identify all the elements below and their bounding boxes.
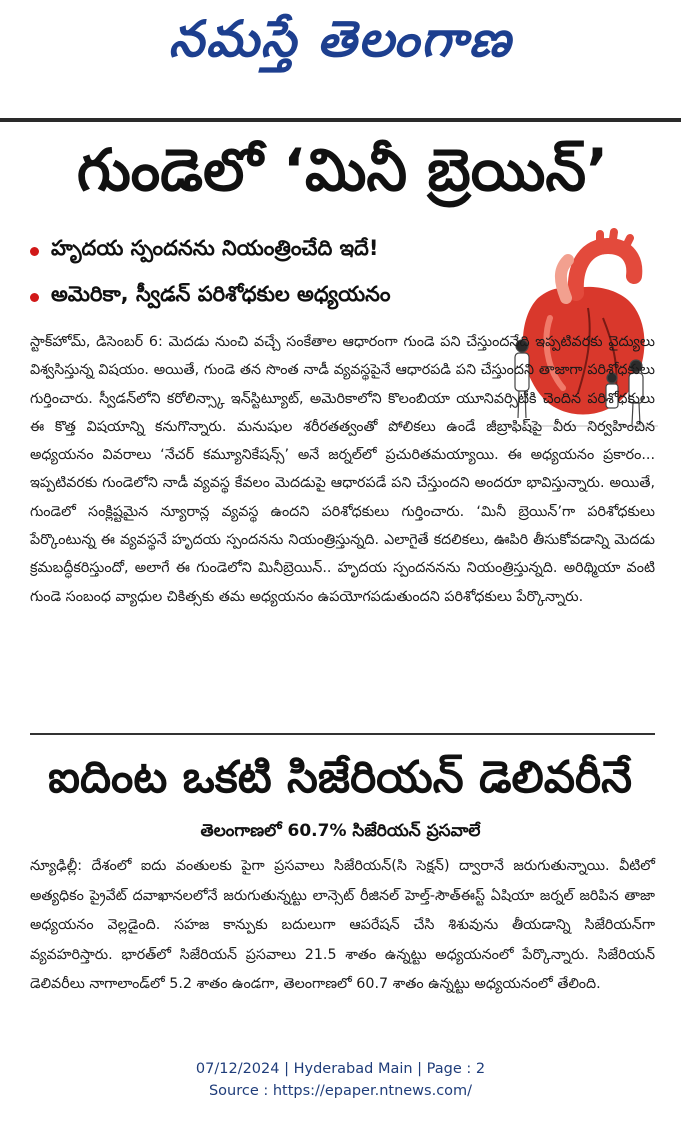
article2-body: న్యూఢిల్లీ: దేశంలో ఐదు వంతులకు పైగా ప్రసవాలు సిజేరియన్(సి సెక్షన్) ద్వారానే జరుగుతున్నాయి. వీటిలో అత్యధికం ప్రైవేట్ దవాఖానలలోనే జరుగుతున్నట్టు లాన్సెట్ రీజినల్ హెల్త్-సౌత్‌ఈస్ట్ ఏషియా జర్నల్ జరిపిన తాజా అధ్యయనం వెల్లడైంది. సహజ కాన్పుకు బదులుగా ఆపరేషన్ చేసి శిశువును తీయడాన్ని సిజేరియన్‌గా వ్యవహరిస్తారు. భారత్‌లో సిజేరియన్ ప్రసవాలు 21.5 శాతం ఉన్నట్టు అధ్యయనంలో పేర్కొన్నారు. సిజేరియన్ డెలివరీలు నాగాలాండ్‌లో 5.2 శాతం ఉండగా, తెలంగాణలో 60.7 శాతం ఉన్నట్టు అధ్యయనంలో తేలింది.	[30, 858, 655, 992]
bullet-item	[30, 274, 500, 320]
article1-body: స్టాక్‌హోమ్, డిసెంబర్ 6: మెదడు నుంచి వచ్చే సంకేతాల ఆధారంగా గుండె పని చేస్తుందనేది ఇప్పటివరకు వైద్యులు విశ్వసిస్తున్న విషయం. అయితే, గుండె తన సొంత నాడీ వ్యవస్థపైనే ఆధారపడి పని చేస్తుందని తాజాగా పరిశోధకులు గుర్తించారు. స్వీడన్‌లోని కరోలిన్స్కా ఇన్‌స్టిట్యూట్, అమెరికాలోని కొలంబియా యూనివర్సిటీకి చెందిన పరిశోధకులు ఈ కొత్త విషయాన్ని కనుగొన్నారు. మనుషుల శరీరతత్వంతో పోలికలు ఉండే జీబ్రాఫిష్‌పై వీరు నిర్వహించిన అధ్యయనం వివరాలు ‘నేచర్ కమ్యూనికేషన్స్’ అనే జర్నల్‌లో ప్రచురితమయ్యాయి. ఈ అధ్యయనం ప్రకారం... ఇప్పటివరకు గుండెలోని నాడీ వ్యవస్థ కేవలం మెదడుపై ఆధారపడే పని చేస్తుందని అందరూ భావిస్తున్నారు. అయితే, గుండెలో సంక్లిష్టమైన న్యూరాన్ల వ్యవస్థ ఉందని పరిశోధకులు గుర్తించారు. ‘మినీ బ్రెయిన్’గా పరిశోధకులు పేర్కొంటున్న ఈ వ్యవస్థనే హృదయ స్పందనను నియంత్రిస్తున్నది. ఎలాగైతే కదలికలు, ఊపిరి తీసుకోవడాన్ని మెదడు క్రమబద్ధీకరిస్తుందో, అలాగే ఈ గుండెలోని మినీబ్రెయిన్.. హృదయ స్పందననను నియంత్రిస్తున్నది. అరిథ్మియా వంటి గుండె సంబంధ వ్యాధుల చికిత్సకు తమ అధ్యయనం ఉపయోగపడుతుందని పరిశోధకులు పేర్కొన్నారు.	[30, 334, 655, 605]
article1-bullets	[30, 228, 500, 320]
bullet-dot-icon	[30, 247, 39, 256]
page-footer	[0, 1058, 681, 1102]
article1-headline: గుండెలో ‘మినీ బ్రెయిన్’	[76, 136, 609, 204]
section-divider	[30, 733, 655, 735]
masthead-title: నమస్తే తెలంగాణ	[168, 9, 513, 68]
bullet-item	[30, 228, 500, 274]
article2-headline: ఐదింట ఒకటి సిజేరియన్ డెలివరీనే	[47, 752, 633, 803]
footer-dateline: 07/12/2024 | Hyderabad Main | Page : 2	[195, 1061, 486, 1077]
bullet-text: అమెరికా, స్వీడన్ పరిశోధకుల అధ్యయనం	[51, 282, 391, 306]
bullet-text: హృదయ స్పందనను నియంత్రించేది ఇదే!	[51, 236, 379, 260]
article2-subheadline: తెలంగాణలో 60.7% సిజేరియన్ ప్రసవాలే	[200, 821, 481, 841]
footer-source-link[interactable]: Source : https://epaper.ntnews.com/	[208, 1083, 473, 1099]
masthead-divider	[0, 118, 681, 122]
bullet-dot-icon	[30, 293, 39, 302]
